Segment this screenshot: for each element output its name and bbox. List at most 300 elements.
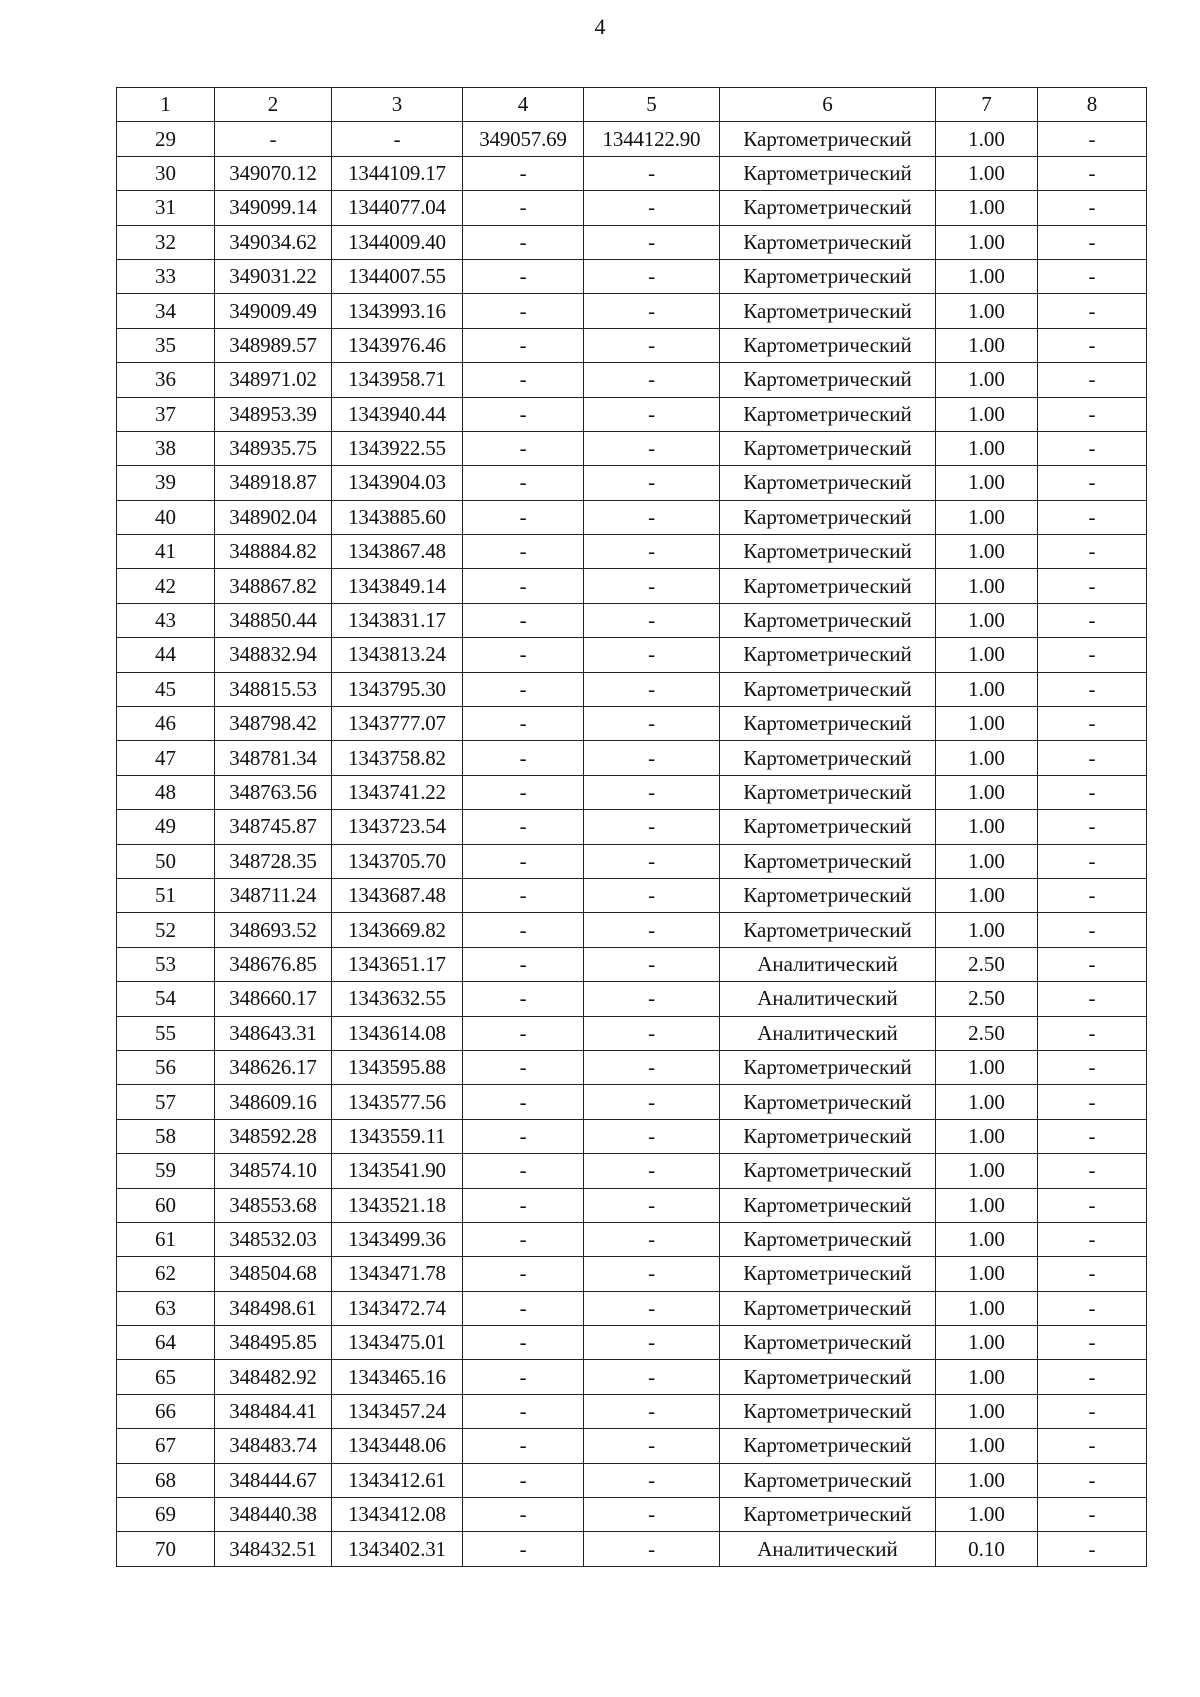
table-cell: 1343813.24 bbox=[332, 638, 463, 672]
table-cell: 1343651.17 bbox=[332, 947, 463, 981]
table-cell: Аналитический bbox=[720, 1016, 936, 1050]
table-cell: - bbox=[584, 1257, 720, 1291]
table-cell: - bbox=[463, 1291, 584, 1325]
table-row bbox=[117, 466, 1147, 500]
table-cell: 45 bbox=[117, 672, 215, 706]
table-row bbox=[117, 878, 1147, 912]
table-cell: 32 bbox=[117, 225, 215, 259]
table-cell: 1343777.07 bbox=[332, 707, 463, 741]
table-row bbox=[117, 122, 1147, 156]
table-cell: - bbox=[584, 1429, 720, 1463]
table-cell: - bbox=[584, 1119, 720, 1153]
table-cell: 1343457.24 bbox=[332, 1394, 463, 1428]
table-cell: 1.00 bbox=[936, 1429, 1038, 1463]
table-row bbox=[117, 500, 1147, 534]
table-cell: 348798.42 bbox=[215, 707, 332, 741]
table-cell: 1.00 bbox=[936, 844, 1038, 878]
table-cell: 348815.53 bbox=[215, 672, 332, 706]
table-cell: 348953.39 bbox=[215, 397, 332, 431]
table-cell: - bbox=[463, 1188, 584, 1222]
table-cell: 1343475.01 bbox=[332, 1326, 463, 1360]
table-cell: 43 bbox=[117, 603, 215, 637]
table-cell: - bbox=[463, 569, 584, 603]
table-cell: 1.00 bbox=[936, 1394, 1038, 1428]
table-cell: 1.00 bbox=[936, 1360, 1038, 1394]
table-cell: 66 bbox=[117, 1394, 215, 1428]
table-cell: Картометрический bbox=[720, 1050, 936, 1084]
table-cell: 54 bbox=[117, 982, 215, 1016]
table-cell: - bbox=[584, 1188, 720, 1222]
table-cell: - bbox=[463, 328, 584, 362]
table-cell: 53 bbox=[117, 947, 215, 981]
table-cell: 348626.17 bbox=[215, 1050, 332, 1084]
table-cell: Картометрический bbox=[720, 878, 936, 912]
table-cell: - bbox=[463, 947, 584, 981]
table-cell: - bbox=[1038, 947, 1147, 981]
table-cell: Картометрический bbox=[720, 707, 936, 741]
page-number: 4 bbox=[594, 14, 606, 39]
table-cell: 1.00 bbox=[936, 913, 1038, 947]
table-row bbox=[117, 1119, 1147, 1153]
table-cell: - bbox=[584, 1394, 720, 1428]
table-cell: - bbox=[584, 844, 720, 878]
table-cell: Картометрический bbox=[720, 1154, 936, 1188]
table-row bbox=[117, 294, 1147, 328]
table-row bbox=[117, 982, 1147, 1016]
table-cell: 1343472.74 bbox=[332, 1291, 463, 1325]
table-cell: 348884.82 bbox=[215, 535, 332, 569]
table-row bbox=[117, 1463, 1147, 1497]
column-header: 6 bbox=[720, 88, 936, 122]
table-cell: 349099.14 bbox=[215, 191, 332, 225]
table-cell: 1.00 bbox=[936, 603, 1038, 637]
table-cell: - bbox=[215, 122, 332, 156]
table-row bbox=[117, 1394, 1147, 1428]
table-cell: 1.00 bbox=[936, 707, 1038, 741]
table-cell: Картометрический bbox=[720, 1085, 936, 1119]
table-cell: 1343448.06 bbox=[332, 1429, 463, 1463]
table-cell: 1343976.46 bbox=[332, 328, 463, 362]
table-cell: - bbox=[584, 569, 720, 603]
table-cell: - bbox=[584, 535, 720, 569]
table-row bbox=[117, 1154, 1147, 1188]
table-cell: Картометрический bbox=[720, 603, 936, 637]
table-cell: - bbox=[1038, 638, 1147, 672]
table-cell: 2.50 bbox=[936, 982, 1038, 1016]
table-cell: 46 bbox=[117, 707, 215, 741]
table-cell: - bbox=[584, 1154, 720, 1188]
table-cell: Картометрический bbox=[720, 122, 936, 156]
table-cell: 1343885.60 bbox=[332, 500, 463, 534]
table-cell: 37 bbox=[117, 397, 215, 431]
table-cell: 348781.34 bbox=[215, 741, 332, 775]
table-cell: 65 bbox=[117, 1360, 215, 1394]
table-cell: 1.00 bbox=[936, 1498, 1038, 1532]
table-cell: - bbox=[463, 707, 584, 741]
table-cell: - bbox=[463, 259, 584, 293]
table-cell: Картометрический bbox=[720, 363, 936, 397]
table-cell: 1.00 bbox=[936, 1326, 1038, 1360]
table-cell: 1.00 bbox=[936, 878, 1038, 912]
table-cell: - bbox=[463, 397, 584, 431]
table-cell: 51 bbox=[117, 878, 215, 912]
column-header: 8 bbox=[1038, 88, 1147, 122]
table-row bbox=[117, 1188, 1147, 1222]
column-header: 3 bbox=[332, 88, 463, 122]
table-cell: 1343471.78 bbox=[332, 1257, 463, 1291]
table-cell: Картометрический bbox=[720, 1463, 936, 1497]
table-cell: - bbox=[584, 1498, 720, 1532]
table-cell: 1.00 bbox=[936, 1463, 1038, 1497]
table-row bbox=[117, 947, 1147, 981]
table-cell: - bbox=[584, 1291, 720, 1325]
table-row bbox=[117, 535, 1147, 569]
table-cell: 38 bbox=[117, 431, 215, 465]
table-cell: 1343595.88 bbox=[332, 1050, 463, 1084]
table-cell: - bbox=[1038, 844, 1147, 878]
table-cell: 1343940.44 bbox=[332, 397, 463, 431]
table-cell: 1.00 bbox=[936, 500, 1038, 534]
table-row bbox=[117, 569, 1147, 603]
table-cell: - bbox=[463, 156, 584, 190]
table-row bbox=[117, 707, 1147, 741]
table-cell: - bbox=[1038, 569, 1147, 603]
table-cell: - bbox=[463, 225, 584, 259]
table-cell: 1343904.03 bbox=[332, 466, 463, 500]
table-row bbox=[117, 397, 1147, 431]
table-cell: 1.00 bbox=[936, 328, 1038, 362]
table-cell: 348745.87 bbox=[215, 810, 332, 844]
table-cell: - bbox=[1038, 1119, 1147, 1153]
table-cell: 348728.35 bbox=[215, 844, 332, 878]
table-cell: 348495.85 bbox=[215, 1326, 332, 1360]
table-cell: 1343521.18 bbox=[332, 1188, 463, 1222]
table-row bbox=[117, 191, 1147, 225]
table-cell: - bbox=[463, 1016, 584, 1050]
table-cell: - bbox=[584, 363, 720, 397]
table-cell: - bbox=[1038, 603, 1147, 637]
table-cell: - bbox=[463, 1050, 584, 1084]
table-cell: - bbox=[584, 500, 720, 534]
table-cell: 1.00 bbox=[936, 1291, 1038, 1325]
table-cell: - bbox=[584, 1016, 720, 1050]
table-cell: 348553.68 bbox=[215, 1188, 332, 1222]
table-cell: 60 bbox=[117, 1188, 215, 1222]
table-cell: - bbox=[463, 638, 584, 672]
table-cell: Картометрический bbox=[720, 569, 936, 603]
table-cell: 1343669.82 bbox=[332, 913, 463, 947]
table-cell: 1.00 bbox=[936, 810, 1038, 844]
column-header: 2 bbox=[215, 88, 332, 122]
column-header: 5 bbox=[584, 88, 720, 122]
table-cell: Картометрический bbox=[720, 191, 936, 225]
table-cell: Картометрический bbox=[720, 1326, 936, 1360]
table-cell: - bbox=[463, 1257, 584, 1291]
table-cell: 348850.44 bbox=[215, 603, 332, 637]
table-cell: - bbox=[584, 1360, 720, 1394]
table-cell: - bbox=[1038, 1463, 1147, 1497]
table-cell: Картометрический bbox=[720, 810, 936, 844]
table-cell: - bbox=[463, 1222, 584, 1256]
table-cell: 348660.17 bbox=[215, 982, 332, 1016]
table-row bbox=[117, 1222, 1147, 1256]
table-cell: 33 bbox=[117, 259, 215, 293]
table-cell: - bbox=[463, 1463, 584, 1497]
table-cell: Картометрический bbox=[720, 259, 936, 293]
table-cell: Аналитический bbox=[720, 1532, 936, 1566]
table-cell: 1344109.17 bbox=[332, 156, 463, 190]
table-cell: - bbox=[1038, 1498, 1147, 1532]
table-cell: 348832.94 bbox=[215, 638, 332, 672]
table-cell: - bbox=[1038, 1326, 1147, 1360]
table-cell: 348484.41 bbox=[215, 1394, 332, 1428]
table-cell: - bbox=[463, 844, 584, 878]
table-cell: Аналитический bbox=[720, 982, 936, 1016]
table-cell: 57 bbox=[117, 1085, 215, 1119]
table-cell: 41 bbox=[117, 535, 215, 569]
table-cell: - bbox=[1038, 363, 1147, 397]
table-cell: - bbox=[584, 466, 720, 500]
table-cell: 1.00 bbox=[936, 466, 1038, 500]
table-cell: 1343758.82 bbox=[332, 741, 463, 775]
table-cell: 1.00 bbox=[936, 397, 1038, 431]
table-cell: 1.00 bbox=[936, 638, 1038, 672]
table-cell: 1343614.08 bbox=[332, 1016, 463, 1050]
table-cell: - bbox=[1038, 1291, 1147, 1325]
table-cell: - bbox=[463, 1085, 584, 1119]
table-cell: 2.50 bbox=[936, 947, 1038, 981]
table-cell: - bbox=[584, 878, 720, 912]
table-cell: - bbox=[463, 982, 584, 1016]
table-cell: - bbox=[1038, 1085, 1147, 1119]
table-cell: - bbox=[1038, 431, 1147, 465]
table-cell: - bbox=[1038, 810, 1147, 844]
table-cell: - bbox=[463, 603, 584, 637]
table-cell: 1343849.14 bbox=[332, 569, 463, 603]
table-row bbox=[117, 259, 1147, 293]
table-cell: 1343958.71 bbox=[332, 363, 463, 397]
table-cell: 348440.38 bbox=[215, 1498, 332, 1532]
table-cell: 1343465.16 bbox=[332, 1360, 463, 1394]
table-cell: - bbox=[584, 707, 720, 741]
table-cell: - bbox=[1038, 878, 1147, 912]
table-cell: 349009.49 bbox=[215, 294, 332, 328]
table-cell: 348935.75 bbox=[215, 431, 332, 465]
table-cell: Картометрический bbox=[720, 913, 936, 947]
table-cell: 1.00 bbox=[936, 1222, 1038, 1256]
table-cell: 1343922.55 bbox=[332, 431, 463, 465]
table-cell: 61 bbox=[117, 1222, 215, 1256]
table-cell: - bbox=[1038, 707, 1147, 741]
table-cell: 348498.61 bbox=[215, 1291, 332, 1325]
table-cell: 56 bbox=[117, 1050, 215, 1084]
table-cell: 30 bbox=[117, 156, 215, 190]
table-cell: - bbox=[463, 1498, 584, 1532]
table-cell: 68 bbox=[117, 1463, 215, 1497]
table-row bbox=[117, 1050, 1147, 1084]
table-cell: 1.00 bbox=[936, 569, 1038, 603]
table-cell: 1.00 bbox=[936, 1050, 1038, 1084]
table-row bbox=[117, 1498, 1147, 1532]
table-cell: - bbox=[1038, 191, 1147, 225]
table-cell: 1.00 bbox=[936, 1257, 1038, 1291]
table-cell: Картометрический bbox=[720, 1188, 936, 1222]
table-cell: Картометрический bbox=[720, 1429, 936, 1463]
table-cell: - bbox=[463, 1154, 584, 1188]
table-cell: 348763.56 bbox=[215, 775, 332, 809]
table-cell: - bbox=[463, 535, 584, 569]
table-row bbox=[117, 431, 1147, 465]
table-cell: 34 bbox=[117, 294, 215, 328]
table-cell: 44 bbox=[117, 638, 215, 672]
table-cell: 47 bbox=[117, 741, 215, 775]
table-cell: 348483.74 bbox=[215, 1429, 332, 1463]
table-cell: - bbox=[1038, 1394, 1147, 1428]
column-header: 7 bbox=[936, 88, 1038, 122]
table-cell: 70 bbox=[117, 1532, 215, 1566]
table-cell: 348643.31 bbox=[215, 1016, 332, 1050]
table-cell: 58 bbox=[117, 1119, 215, 1153]
table-row bbox=[117, 1326, 1147, 1360]
table-cell: - bbox=[1038, 1360, 1147, 1394]
table-cell: - bbox=[463, 1532, 584, 1566]
table-cell: 59 bbox=[117, 1154, 215, 1188]
table-cell: Картометрический bbox=[720, 1394, 936, 1428]
table-cell: 1.00 bbox=[936, 431, 1038, 465]
table-cell: - bbox=[1038, 259, 1147, 293]
table-cell: - bbox=[1038, 156, 1147, 190]
table-cell: - bbox=[1038, 397, 1147, 431]
table-row bbox=[117, 1429, 1147, 1463]
table-cell: - bbox=[1038, 1050, 1147, 1084]
table-cell: 348902.04 bbox=[215, 500, 332, 534]
table-cell: 348676.85 bbox=[215, 947, 332, 981]
table-cell: - bbox=[463, 191, 584, 225]
table-cell: - bbox=[584, 225, 720, 259]
table-cell: - bbox=[463, 1429, 584, 1463]
table-cell: 69 bbox=[117, 1498, 215, 1532]
table-row bbox=[117, 913, 1147, 947]
table-cell: 1343499.36 bbox=[332, 1222, 463, 1256]
table-cell: 1343993.16 bbox=[332, 294, 463, 328]
table-cell: 348482.92 bbox=[215, 1360, 332, 1394]
table-header-row bbox=[117, 88, 1147, 122]
table-cell: - bbox=[584, 913, 720, 947]
table-cell: 50 bbox=[117, 844, 215, 878]
table-cell: 29 bbox=[117, 122, 215, 156]
table-cell: 1343741.22 bbox=[332, 775, 463, 809]
table-row bbox=[117, 156, 1147, 190]
table-cell: 1343402.31 bbox=[332, 1532, 463, 1566]
table-cell: Картометрический bbox=[720, 741, 936, 775]
table-row bbox=[117, 1085, 1147, 1119]
table-cell: 349034.62 bbox=[215, 225, 332, 259]
table-cell: Картометрический bbox=[720, 225, 936, 259]
table-cell: 349070.12 bbox=[215, 156, 332, 190]
table-cell: - bbox=[463, 363, 584, 397]
table-cell: 40 bbox=[117, 500, 215, 534]
table-cell: 349057.69 bbox=[463, 122, 584, 156]
table-cell: - bbox=[332, 122, 463, 156]
table-cell: - bbox=[463, 1326, 584, 1360]
table-cell: - bbox=[584, 947, 720, 981]
table-cell: - bbox=[1038, 500, 1147, 534]
table-cell: 1.00 bbox=[936, 294, 1038, 328]
table-cell: 0.10 bbox=[936, 1532, 1038, 1566]
table-cell: Картометрический bbox=[720, 775, 936, 809]
table-row bbox=[117, 810, 1147, 844]
table-cell: - bbox=[584, 397, 720, 431]
table-cell: 348532.03 bbox=[215, 1222, 332, 1256]
table-cell: - bbox=[584, 603, 720, 637]
table-cell: - bbox=[463, 878, 584, 912]
table-row bbox=[117, 741, 1147, 775]
table-cell: 348609.16 bbox=[215, 1085, 332, 1119]
table-cell: 1343795.30 bbox=[332, 672, 463, 706]
table-cell: - bbox=[463, 1394, 584, 1428]
table-cell: 348504.68 bbox=[215, 1257, 332, 1291]
table-cell: - bbox=[463, 1360, 584, 1394]
table-cell: Картометрический bbox=[720, 156, 936, 190]
table-cell: Картометрический bbox=[720, 672, 936, 706]
table-cell: 49 bbox=[117, 810, 215, 844]
table-cell: 1.00 bbox=[936, 225, 1038, 259]
table-body bbox=[117, 122, 1147, 1566]
table-cell: 48 bbox=[117, 775, 215, 809]
table-cell: 55 bbox=[117, 1016, 215, 1050]
table-cell: 1.00 bbox=[936, 1119, 1038, 1153]
table-cell: - bbox=[1038, 466, 1147, 500]
table-cell: 64 bbox=[117, 1326, 215, 1360]
table-cell: 35 bbox=[117, 328, 215, 362]
table-cell: Картометрический bbox=[720, 1257, 936, 1291]
table-cell: Картометрический bbox=[720, 328, 936, 362]
table-cell: - bbox=[1038, 741, 1147, 775]
table-cell: 1343412.08 bbox=[332, 1498, 463, 1532]
table-cell: 349031.22 bbox=[215, 259, 332, 293]
table-cell: 62 bbox=[117, 1257, 215, 1291]
table-row bbox=[117, 328, 1147, 362]
table-cell: 1.00 bbox=[936, 363, 1038, 397]
table-cell: Аналитический bbox=[720, 947, 936, 981]
table-cell: - bbox=[584, 810, 720, 844]
table-cell: - bbox=[1038, 775, 1147, 809]
table-cell: - bbox=[463, 741, 584, 775]
table-cell: Картометрический bbox=[720, 397, 936, 431]
table-cell: 1.00 bbox=[936, 1188, 1038, 1222]
table-cell: - bbox=[1038, 1154, 1147, 1188]
table-row bbox=[117, 1532, 1147, 1566]
table-cell: - bbox=[584, 156, 720, 190]
table-cell: 1344122.90 bbox=[584, 122, 720, 156]
table-row bbox=[117, 672, 1147, 706]
table-row bbox=[117, 775, 1147, 809]
table-cell: 348971.02 bbox=[215, 363, 332, 397]
table-cell: 1343687.48 bbox=[332, 878, 463, 912]
table-cell: - bbox=[1038, 535, 1147, 569]
table-cell: Картометрический bbox=[720, 1222, 936, 1256]
table-cell: - bbox=[584, 259, 720, 293]
table-cell: 1.00 bbox=[936, 122, 1038, 156]
table-cell: Картометрический bbox=[720, 638, 936, 672]
table-cell: 39 bbox=[117, 466, 215, 500]
table-cell: - bbox=[463, 775, 584, 809]
table-cell: 1.00 bbox=[936, 259, 1038, 293]
table-cell: - bbox=[1038, 672, 1147, 706]
table-cell: - bbox=[463, 913, 584, 947]
column-header: 4 bbox=[463, 88, 584, 122]
table-cell: - bbox=[1038, 913, 1147, 947]
